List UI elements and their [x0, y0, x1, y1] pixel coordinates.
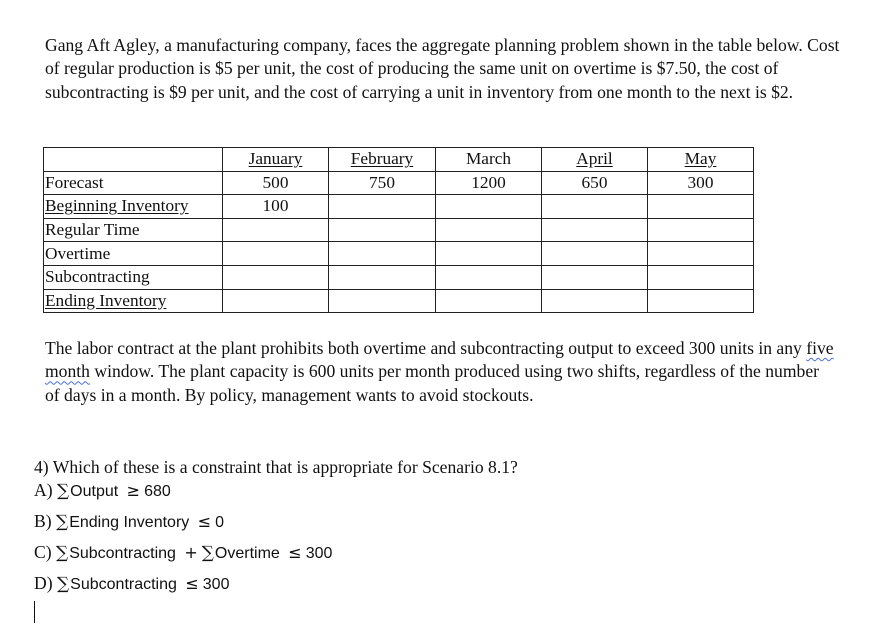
- relation-symbol: ≤: [185, 574, 199, 593]
- table-cell: [436, 289, 542, 313]
- month-label: January: [248, 149, 303, 169]
- row-label: [44, 289, 223, 313]
- option-letter: D): [34, 573, 53, 593]
- option-letter: A): [34, 480, 53, 500]
- table-cell: [436, 265, 542, 289]
- table-cell: [648, 265, 754, 289]
- table-cell: 1200: [436, 171, 542, 195]
- labor-text-after: window. The plant capacity is 600 units per month produced using two shifts, regardless of the number of days in a month. By policy, management wants to avoid stockouts.: [45, 361, 819, 405]
- option-value: 680: [144, 483, 171, 500]
- table-corner-cell: [44, 148, 223, 172]
- table-row-beginning-inventory: [44, 195, 754, 219]
- month-header: [542, 148, 648, 172]
- row-label: Subcontracting: [44, 265, 223, 289]
- option-value: 300: [202, 576, 230, 593]
- table-row-regular-time: [44, 218, 754, 242]
- table-cell: [648, 195, 754, 219]
- option-c: [34, 542, 332, 563]
- row-label-text: Beginning Inventory: [45, 196, 189, 216]
- table-cell: [329, 195, 436, 219]
- option-b: [34, 511, 224, 532]
- table-cell: [542, 265, 648, 289]
- table-cell: [223, 289, 329, 313]
- relation-symbol: ≤: [197, 512, 212, 531]
- table-cell: [329, 218, 436, 242]
- table-cell: [329, 289, 436, 313]
- relation-symbol: ≥: [126, 481, 141, 500]
- option-term: Ending Inventory: [69, 514, 190, 531]
- table-cell: 750: [329, 171, 436, 195]
- table-cell: [223, 265, 329, 289]
- option-value: 0: [215, 514, 225, 531]
- row-label: Overtime: [44, 242, 223, 266]
- row-label: [44, 195, 223, 219]
- table-row-ending-inventory: [44, 289, 754, 313]
- table-cell: 100: [223, 195, 329, 219]
- row-label-text: Ending Inventory: [45, 290, 167, 310]
- intro-paragraph: Gang Aft Agley, a manufacturing company, faces the aggregate planning problem shown in the table below. Cost of regular production is $5 per unit, the cost of producing the same unit on overtime is $7.50, the cost of subcontracting is $9 per unit, and the cost of carrying a unit in inventory from one month to the next is $2.: [45, 35, 840, 102]
- table-cell: [542, 289, 648, 313]
- month-label: February: [350, 149, 414, 169]
- table-row-overtime: [44, 242, 754, 266]
- sigma-icon: ∑: [56, 512, 69, 532]
- month-label: May: [684, 149, 717, 169]
- option-d: [34, 573, 229, 594]
- table-cell: [436, 242, 542, 266]
- option-letter: C): [34, 542, 52, 562]
- labor-text-before: The labor contract at the plant prohibits both overtime and subcontracting output to exceed 300 units in any: [45, 338, 807, 358]
- table-cell: [648, 218, 754, 242]
- table-cell: [329, 242, 436, 266]
- sigma-icon: ∑: [57, 481, 70, 501]
- sigma-icon: ∑: [57, 574, 70, 594]
- month-header: March: [436, 148, 542, 172]
- sigma-icon: ∑: [201, 543, 214, 563]
- spellcheck-highlight[interactable]: five month: [45, 338, 834, 382]
- sigma-icon: ∑: [56, 543, 69, 563]
- table-cell: [648, 289, 754, 313]
- question-text: 4) Which of these is a constraint that is appropriate for Scenario 8.1?: [34, 457, 518, 477]
- month-header: [223, 148, 329, 172]
- option-term: Subcontracting: [69, 545, 176, 562]
- option-term: Output: [70, 483, 119, 500]
- row-label: Regular Time: [44, 218, 223, 242]
- table-cell: 500: [223, 171, 329, 195]
- option-letter: B): [34, 511, 52, 531]
- table-cell: [436, 218, 542, 242]
- table-cell: [542, 242, 648, 266]
- month-header: [648, 148, 754, 172]
- table-row-forecast: [44, 171, 754, 195]
- table-row-subcontracting: [44, 265, 754, 289]
- table-cell: [223, 218, 329, 242]
- option-term: Overtime: [214, 545, 280, 562]
- text-cursor: [34, 601, 35, 623]
- option-term: Subcontracting: [70, 576, 177, 593]
- table-cell: [223, 242, 329, 266]
- table-cell: 300: [648, 171, 754, 195]
- aggregate-plan-table: [43, 147, 754, 313]
- table-header-row: [44, 148, 754, 172]
- row-label: Forecast: [44, 171, 223, 195]
- table-cell: [648, 242, 754, 266]
- table-cell: [542, 195, 648, 219]
- month-label: April: [576, 149, 613, 169]
- table-cell: 650: [542, 171, 648, 195]
- labor-contract-paragraph: [45, 337, 835, 407]
- table-cell: [329, 265, 436, 289]
- table-cell: [436, 195, 542, 219]
- option-a: [34, 480, 171, 501]
- relation-symbol: ≤: [288, 543, 302, 562]
- option-value: 300: [305, 545, 333, 562]
- month-header: [329, 148, 436, 172]
- plus-symbol: +: [184, 543, 198, 562]
- table-cell: [542, 218, 648, 242]
